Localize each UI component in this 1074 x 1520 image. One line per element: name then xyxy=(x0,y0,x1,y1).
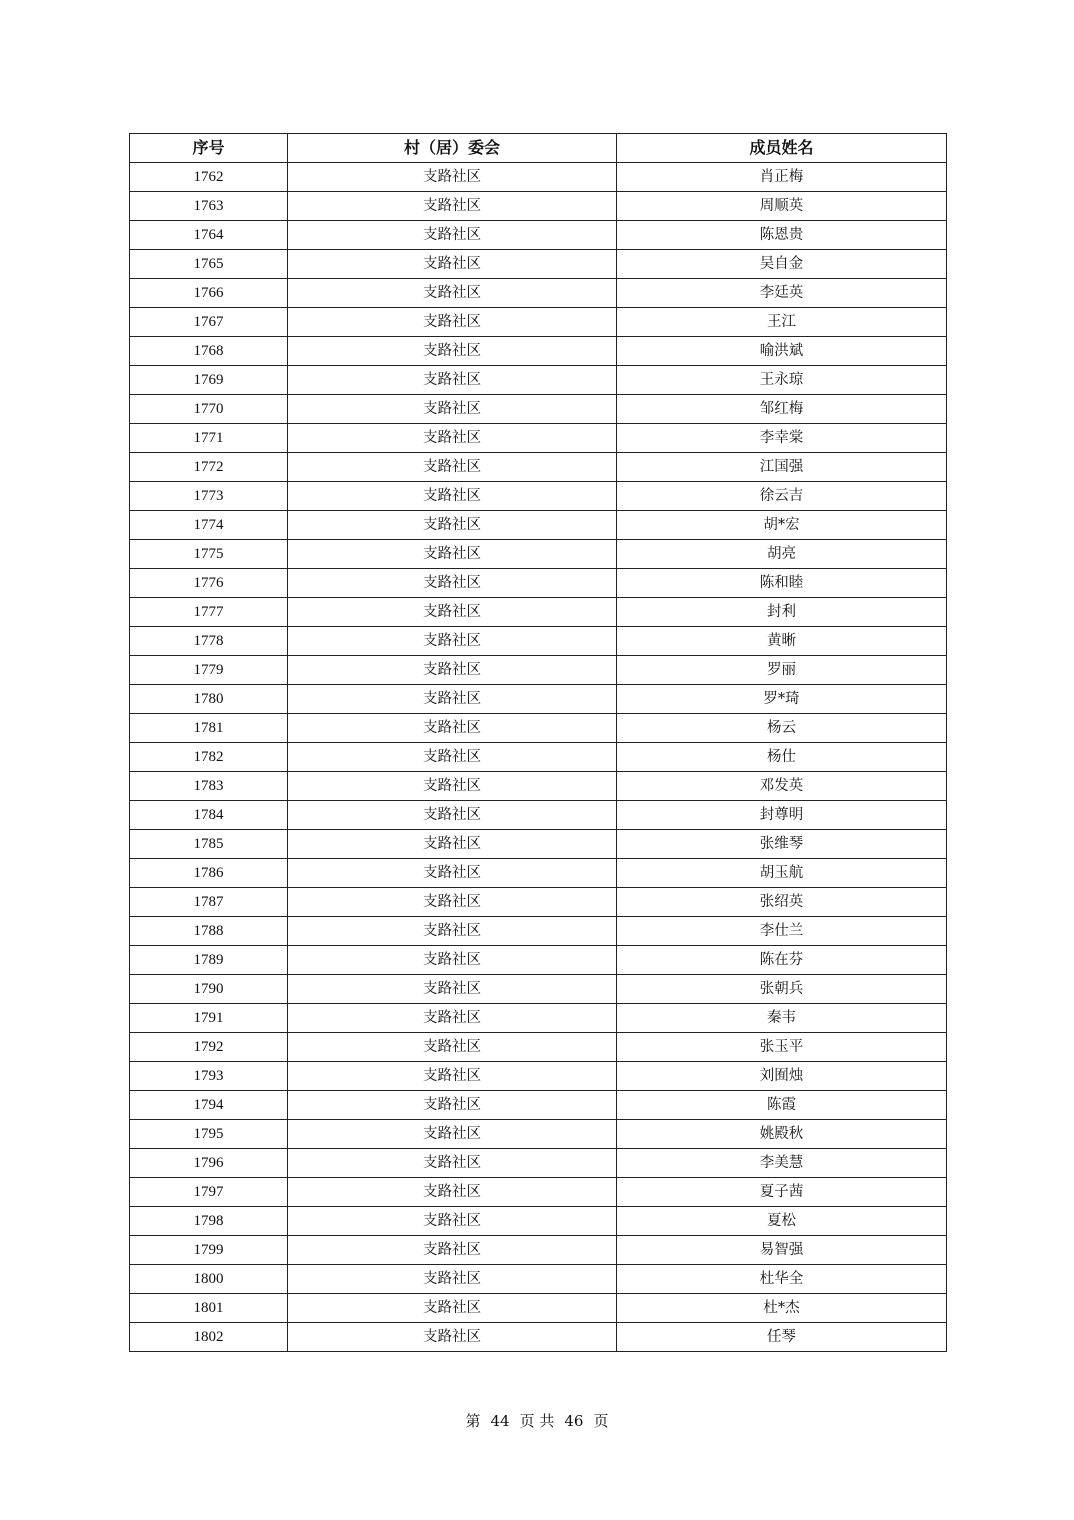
cell-member-name: 胡亮 xyxy=(617,540,947,569)
cell-member-name: 胡*宏 xyxy=(617,511,947,540)
cell-serial-number: 1794 xyxy=(130,1091,288,1120)
cell-committee: 支路社区 xyxy=(288,221,617,250)
cell-member-name: 秦韦 xyxy=(617,1004,947,1033)
cell-serial-number: 1768 xyxy=(130,337,288,366)
cell-committee: 支路社区 xyxy=(288,482,617,511)
cell-member-name: 张玉平 xyxy=(617,1033,947,1062)
cell-serial-number: 1776 xyxy=(130,569,288,598)
cell-committee: 支路社区 xyxy=(288,888,617,917)
cell-committee: 支路社区 xyxy=(288,830,617,859)
cell-serial-number: 1785 xyxy=(130,830,288,859)
cell-committee: 支路社区 xyxy=(288,163,617,192)
cell-committee: 支路社区 xyxy=(288,656,617,685)
cell-serial-number: 1799 xyxy=(130,1236,288,1265)
cell-member-name: 杨云 xyxy=(617,714,947,743)
cell-member-name: 张朝兵 xyxy=(617,975,947,1004)
cell-committee: 支路社区 xyxy=(288,714,617,743)
cell-committee: 支路社区 xyxy=(288,1323,617,1352)
cell-member-name: 周顺英 xyxy=(617,192,947,221)
table-row xyxy=(130,685,947,714)
cell-member-name: 夏子茜 xyxy=(617,1178,947,1207)
cell-member-name: 杨仕 xyxy=(617,743,947,772)
cell-member-name: 夏松 xyxy=(617,1207,947,1236)
table-row xyxy=(130,917,947,946)
cell-serial-number: 1796 xyxy=(130,1149,288,1178)
cell-committee: 支路社区 xyxy=(288,1149,617,1178)
table-row xyxy=(130,1062,947,1091)
cell-serial-number: 1790 xyxy=(130,975,288,1004)
cell-member-name: 陈恩贵 xyxy=(617,221,947,250)
cell-committee: 支路社区 xyxy=(288,1062,617,1091)
table-row xyxy=(130,482,947,511)
cell-member-name: 张绍英 xyxy=(617,888,947,917)
footer-suffix: 页 xyxy=(593,1412,609,1430)
footer-total-pages: 46 xyxy=(564,1412,584,1430)
cell-member-name: 邹红梅 xyxy=(617,395,947,424)
member-table xyxy=(129,133,947,1352)
cell-serial-number: 1784 xyxy=(130,801,288,830)
cell-serial-number: 1802 xyxy=(130,1323,288,1352)
cell-member-name: 李仕兰 xyxy=(617,917,947,946)
cell-member-name: 王永琼 xyxy=(617,366,947,395)
table-row xyxy=(130,511,947,540)
cell-serial-number: 1800 xyxy=(130,1265,288,1294)
table-row xyxy=(130,859,947,888)
cell-member-name: 封利 xyxy=(617,598,947,627)
cell-committee: 支路社区 xyxy=(288,308,617,337)
cell-committee: 支路社区 xyxy=(288,1178,617,1207)
table-row xyxy=(130,656,947,685)
cell-member-name: 李廷英 xyxy=(617,279,947,308)
cell-committee: 支路社区 xyxy=(288,424,617,453)
cell-member-name: 李幸棠 xyxy=(617,424,947,453)
cell-member-name: 杜华全 xyxy=(617,1265,947,1294)
cell-member-name: 陈霞 xyxy=(617,1091,947,1120)
table-row xyxy=(130,772,947,801)
cell-serial-number: 1792 xyxy=(130,1033,288,1062)
cell-serial-number: 1793 xyxy=(130,1062,288,1091)
cell-serial-number: 1779 xyxy=(130,656,288,685)
cell-member-name: 江国强 xyxy=(617,453,947,482)
cell-committee: 支路社区 xyxy=(288,598,617,627)
table-row xyxy=(130,569,947,598)
cell-serial-number: 1772 xyxy=(130,453,288,482)
cell-member-name: 罗*琦 xyxy=(617,685,947,714)
cell-committee: 支路社区 xyxy=(288,279,617,308)
table-row xyxy=(130,946,947,975)
table-row xyxy=(130,337,947,366)
table-row xyxy=(130,1149,947,1178)
cell-member-name: 罗丽 xyxy=(617,656,947,685)
cell-member-name: 胡玉航 xyxy=(617,859,947,888)
header-serial-number: 序号 xyxy=(130,134,288,163)
cell-committee: 支路社区 xyxy=(288,975,617,1004)
cell-committee: 支路社区 xyxy=(288,1265,617,1294)
table-row xyxy=(130,1004,947,1033)
table-row xyxy=(130,743,947,772)
header-member-name: 成员姓名 xyxy=(617,134,947,163)
cell-serial-number: 1763 xyxy=(130,192,288,221)
table-row xyxy=(130,598,947,627)
footer-current-page: 44 xyxy=(490,1412,510,1430)
table-row xyxy=(130,250,947,279)
cell-serial-number: 1795 xyxy=(130,1120,288,1149)
table-row xyxy=(130,1294,947,1323)
cell-member-name: 黄晰 xyxy=(617,627,947,656)
cell-member-name: 刘囿烛 xyxy=(617,1062,947,1091)
cell-serial-number: 1773 xyxy=(130,482,288,511)
table-row xyxy=(130,453,947,482)
cell-committee: 支路社区 xyxy=(288,946,617,975)
table-row xyxy=(130,1207,947,1236)
table-body xyxy=(130,163,947,1352)
table-row xyxy=(130,830,947,859)
footer-middle: 页 共 xyxy=(519,1412,555,1430)
cell-serial-number: 1782 xyxy=(130,743,288,772)
table-row xyxy=(130,395,947,424)
cell-member-name: 肖正梅 xyxy=(617,163,947,192)
cell-member-name: 任琴 xyxy=(617,1323,947,1352)
cell-committee: 支路社区 xyxy=(288,1120,617,1149)
cell-committee: 支路社区 xyxy=(288,743,617,772)
cell-member-name: 喻洪斌 xyxy=(617,337,947,366)
cell-serial-number: 1797 xyxy=(130,1178,288,1207)
table-row xyxy=(130,714,947,743)
cell-committee: 支路社区 xyxy=(288,917,617,946)
cell-serial-number: 1774 xyxy=(130,511,288,540)
table-row xyxy=(130,221,947,250)
cell-serial-number: 1780 xyxy=(130,685,288,714)
cell-serial-number: 1765 xyxy=(130,250,288,279)
cell-committee: 支路社区 xyxy=(288,366,617,395)
cell-serial-number: 1789 xyxy=(130,946,288,975)
cell-committee: 支路社区 xyxy=(288,540,617,569)
cell-serial-number: 1791 xyxy=(130,1004,288,1033)
cell-member-name: 李美慧 xyxy=(617,1149,947,1178)
cell-member-name: 王江 xyxy=(617,308,947,337)
table-row xyxy=(130,1265,947,1294)
cell-committee: 支路社区 xyxy=(288,1033,617,1062)
cell-committee: 支路社区 xyxy=(288,1207,617,1236)
cell-member-name: 陈在芬 xyxy=(617,946,947,975)
cell-committee: 支路社区 xyxy=(288,192,617,221)
cell-serial-number: 1764 xyxy=(130,221,288,250)
header-committee: 村（居）委会 xyxy=(288,134,617,163)
table-row xyxy=(130,308,947,337)
cell-committee: 支路社区 xyxy=(288,772,617,801)
cell-serial-number: 1786 xyxy=(130,859,288,888)
cell-serial-number: 1781 xyxy=(130,714,288,743)
cell-committee: 支路社区 xyxy=(288,801,617,830)
cell-serial-number: 1767 xyxy=(130,308,288,337)
cell-committee: 支路社区 xyxy=(288,685,617,714)
cell-member-name: 张维琴 xyxy=(617,830,947,859)
cell-committee: 支路社区 xyxy=(288,1236,617,1265)
table-row xyxy=(130,627,947,656)
table-row xyxy=(130,424,947,453)
cell-committee: 支路社区 xyxy=(288,337,617,366)
cell-committee: 支路社区 xyxy=(288,250,617,279)
cell-member-name: 姚殿秋 xyxy=(617,1120,947,1149)
cell-member-name: 杜*杰 xyxy=(617,1294,947,1323)
table-row xyxy=(130,192,947,221)
cell-serial-number: 1801 xyxy=(130,1294,288,1323)
cell-committee: 支路社区 xyxy=(288,453,617,482)
table-row xyxy=(130,366,947,395)
cell-committee: 支路社区 xyxy=(288,1004,617,1033)
table-row xyxy=(130,540,947,569)
cell-serial-number: 1762 xyxy=(130,163,288,192)
footer-prefix: 第 xyxy=(465,1412,481,1430)
table-row xyxy=(130,279,947,308)
cell-serial-number: 1778 xyxy=(130,627,288,656)
cell-member-name: 陈和睦 xyxy=(617,569,947,598)
table-row xyxy=(130,1178,947,1207)
cell-serial-number: 1783 xyxy=(130,772,288,801)
cell-member-name: 邓发英 xyxy=(617,772,947,801)
cell-serial-number: 1798 xyxy=(130,1207,288,1236)
table-row xyxy=(130,975,947,1004)
cell-serial-number: 1777 xyxy=(130,598,288,627)
cell-serial-number: 1769 xyxy=(130,366,288,395)
cell-committee: 支路社区 xyxy=(288,1294,617,1323)
cell-member-name: 封尊明 xyxy=(617,801,947,830)
table-row xyxy=(130,1091,947,1120)
cell-serial-number: 1766 xyxy=(130,279,288,308)
cell-committee: 支路社区 xyxy=(288,627,617,656)
table-row xyxy=(130,1236,947,1265)
cell-serial-number: 1775 xyxy=(130,540,288,569)
cell-committee: 支路社区 xyxy=(288,395,617,424)
cell-committee: 支路社区 xyxy=(288,569,617,598)
cell-member-name: 徐云吉 xyxy=(617,482,947,511)
table-row xyxy=(130,801,947,830)
table-row xyxy=(130,888,947,917)
cell-serial-number: 1771 xyxy=(130,424,288,453)
table-row xyxy=(130,1033,947,1062)
cell-committee: 支路社区 xyxy=(288,859,617,888)
table-header-row xyxy=(130,134,947,163)
cell-committee: 支路社区 xyxy=(288,1091,617,1120)
cell-committee: 支路社区 xyxy=(288,511,617,540)
table-row xyxy=(130,163,947,192)
cell-serial-number: 1787 xyxy=(130,888,288,917)
table-row xyxy=(130,1323,947,1352)
cell-serial-number: 1788 xyxy=(130,917,288,946)
cell-member-name: 吴自金 xyxy=(617,250,947,279)
cell-serial-number: 1770 xyxy=(130,395,288,424)
page-footer xyxy=(0,1410,1074,1431)
cell-member-name: 易智强 xyxy=(617,1236,947,1265)
table-row xyxy=(130,1120,947,1149)
